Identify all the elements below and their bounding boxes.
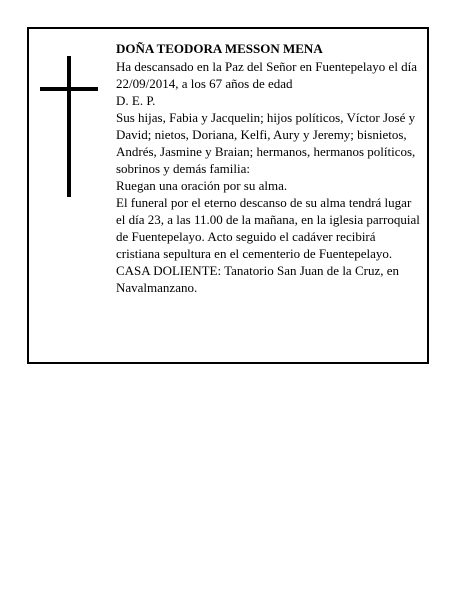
deceased-name: DOÑA TEODORA MESSON MENA: [116, 41, 323, 56]
obituary-text: [116, 40, 421, 296]
funeral-details: El funeral por el eterno descanso de su alma tendrá lugar el día 23, a las 11.00 de la mañana, en la iglesia parroquial de Fuentepelayo. Acto seguido el cadáver recibirá cristiana sepultura en el cementerio de Fuentepelayo.: [116, 195, 420, 261]
rest-in-peace-abbreviation: D. E. P.: [116, 93, 156, 108]
cross-horizontal-bar: [40, 87, 98, 91]
family-list: Sus hijas, Fabia y Jacquelin; hijos políticos, Víctor José y David; nietos, Doriana, Kelfi, Aury y Jeremy; bisnietos, Andrés, Jasmine y Braian; hermanos, hermanos políticos, sobrinos y demás familia:: [116, 110, 416, 176]
mourning-house: CASA DOLIENTE: Tanatorio San Juan de la Cruz, en Navalmanzano.: [116, 263, 399, 295]
death-announcement: Ha descansado en la Paz del Señor en Fuentepelayo el día 22/09/2014, a los 67 años de edad: [116, 59, 418, 91]
cross-vertical-bar: [67, 56, 71, 197]
prayer-request: Ruegan una oración por su alma.: [116, 178, 288, 193]
obituary-notice: [27, 27, 429, 364]
